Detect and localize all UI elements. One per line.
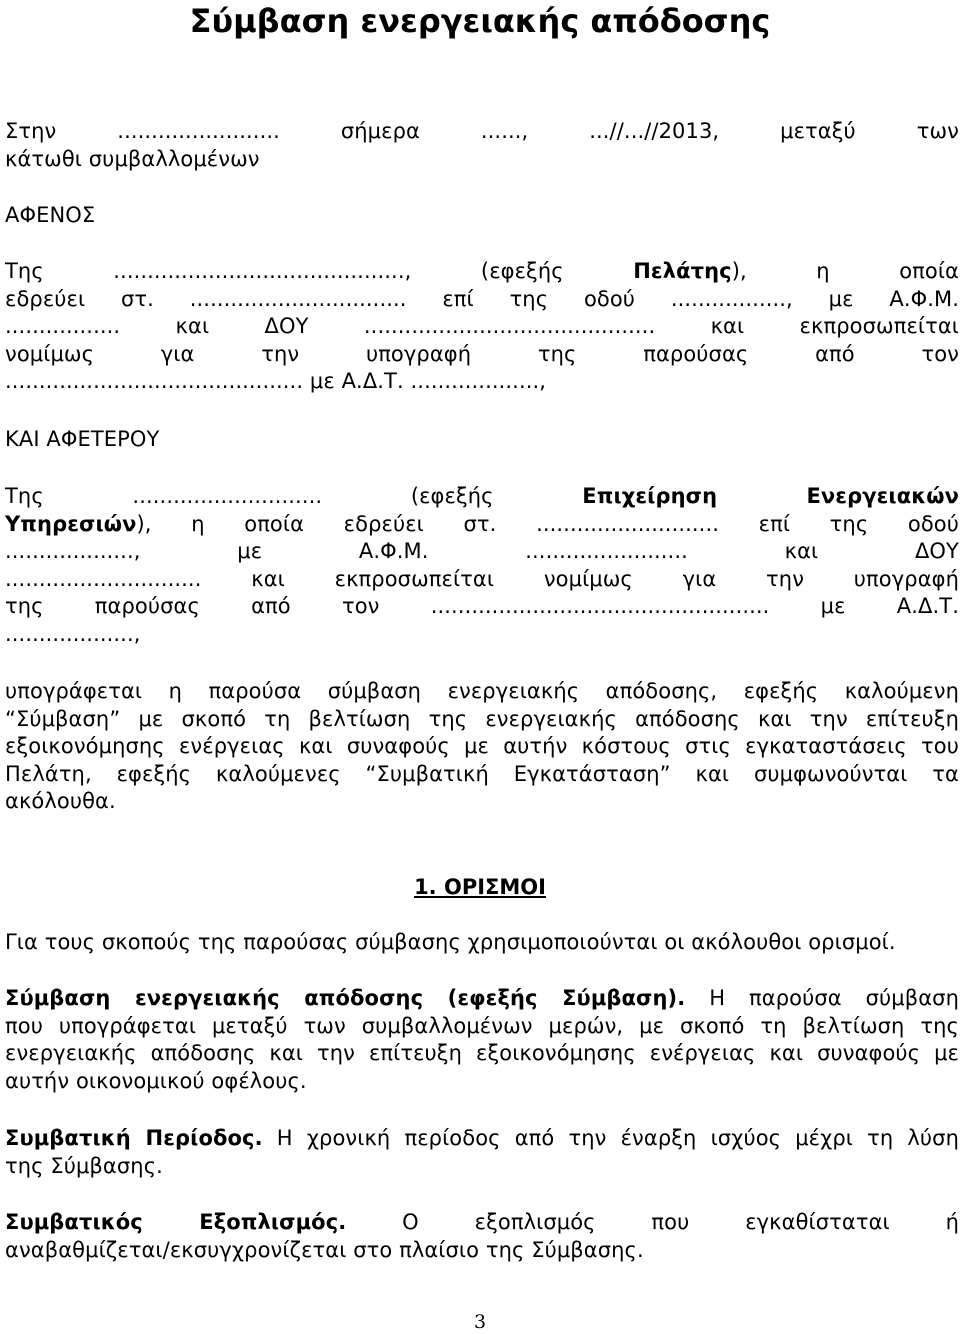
section-heading-definitions: 1. ΟΡΙΣΜΟΙ: [414, 875, 546, 899]
agreement-line: “Σύμβαση” με σκοπό τη βελτίωση της ενεργειακής απόδοσης και την επίτευξη: [5, 706, 959, 731]
intro-line: κάτωθι συμβαλλομένων: [5, 146, 260, 171]
definition-term: Σύμβαση ενεργειακής απόδοσης (εφεξής Σύμβαση).: [5, 986, 686, 1010]
definition-line: [5, 985, 959, 1013]
document-title: Σύμβαση ενεργειακής απόδοσης: [189, 2, 771, 40]
party-b-line: ...................,: [5, 621, 141, 646]
intro-paragraph: [5, 118, 959, 173]
party-a-text: Της ..........................................., (εφεξής: [5, 259, 634, 283]
definition-line: αυτήν οικονομικού οφέλους.: [5, 1068, 307, 1093]
party-b-text: ), η οποία εδρεύει στ. ........................... επί της οδού: [136, 511, 959, 536]
party-a-line: ............................................ με Α.Δ.Τ. ...................,: [5, 369, 547, 394]
definitions-intro-line: Για τους σκοπούς της παρούσας σύμβασης χρησιμοποιούνται οι ακόλουθοι ορισμοί.: [5, 930, 896, 954]
agreement-line: υπογράφεται η παρούσα σύμβαση ενεργειακής απόδοσης, εφεξής καλούμενη: [5, 679, 959, 703]
party-a-label-text: ΑΦΕΝΟΣ: [5, 203, 96, 227]
definition-text: Η παρούσα σύμβαση: [685, 986, 959, 1010]
party-b-label-text: ΚΑΙ ΑΦΕΤΕΡΟΥ: [5, 427, 160, 451]
definition-line: [5, 1209, 959, 1237]
page-number: 3: [473, 1311, 487, 1333]
agreement-paragraph: [5, 678, 959, 816]
definitions-intro: [5, 929, 959, 957]
definition-line: [5, 1125, 959, 1153]
definition-contract: [5, 985, 959, 1095]
party-a-paragraph: [5, 258, 959, 396]
definition-contract-equipment: [5, 1209, 959, 1264]
party-a-label: [5, 202, 959, 230]
agreement-line: εξοικονόμησης ενέργειας και συναφούς με αυτήν κόστους στις εγκαταστάσεις του: [5, 734, 959, 759]
party-a-text: ), η οποία: [731, 259, 959, 283]
party-a-line: νομίμως για την υπογραφή της παρούσας από τον: [5, 341, 959, 366]
party-a-role: Πελάτης: [633, 259, 732, 283]
definition-line: της Σύμβασης.: [5, 1153, 163, 1178]
party-b-line: [5, 511, 959, 539]
definition-text: Η χρονική περίοδος από την έναρξη ισχύος μέχρι τη λύση: [262, 1126, 959, 1150]
intro-line: Στην ........................ σήμερα ......, ...//...//2013, μεταξύ των: [5, 119, 959, 143]
party-b-label: [5, 426, 959, 454]
party-b-line: [5, 483, 959, 511]
definition-term: Συμβατική Περίοδος.: [5, 1126, 263, 1150]
party-b-text: Της ............................ (εφεξής: [5, 484, 583, 508]
party-b-line: ..................., με Α.Φ.Μ. ........................ και ΔΟΥ: [5, 539, 959, 564]
agreement-line: Πελάτη, εφεξής καλούμενες “Συμβατική Εγκατάσταση” και συμφωνούνται τα: [5, 761, 959, 786]
definition-text: Ο εξοπλισμός που εγκαθίσταται ή: [346, 1210, 959, 1234]
definition-contract-period: [5, 1125, 959, 1180]
party-b-role: Επιχείρηση Ενεργειακών: [582, 484, 959, 508]
party-b-line: ............................. και εκπροσωπείται νομίμως για την υπογραφή: [5, 566, 959, 591]
party-b-paragraph: [5, 483, 959, 649]
party-b-line: της παρούσας από τον .................................................. με Α.Δ.Τ.: [5, 594, 959, 619]
definition-term: Συμβατικός Εξοπλισμός.: [5, 1210, 347, 1234]
definition-line: αναβαθμίζεται/εκσυγχρονίζεται στο πλαίσιο της Σύμβασης.: [5, 1237, 644, 1262]
party-b-role: Υπηρεσιών: [5, 511, 137, 536]
agreement-line: ακόλουθα.: [5, 789, 116, 814]
definition-line: ενεργειακής απόδοσης και την επίτευξη εξοικονόμησης ενέργειας και συναφούς με: [5, 1041, 959, 1066]
party-a-line: [5, 258, 959, 286]
definition-line: που υπογράφεται μεταξύ των συμβαλλομένων μερών, με σκοπό τη βελτίωση της: [5, 1013, 959, 1038]
party-a-line: ................. και ΔΟΥ ........................................... και εκπροσωπείται: [5, 314, 959, 339]
party-a-line: εδρεύει στ. ................................ επί της οδού ................., με Α.Φ.Μ.: [5, 286, 959, 311]
